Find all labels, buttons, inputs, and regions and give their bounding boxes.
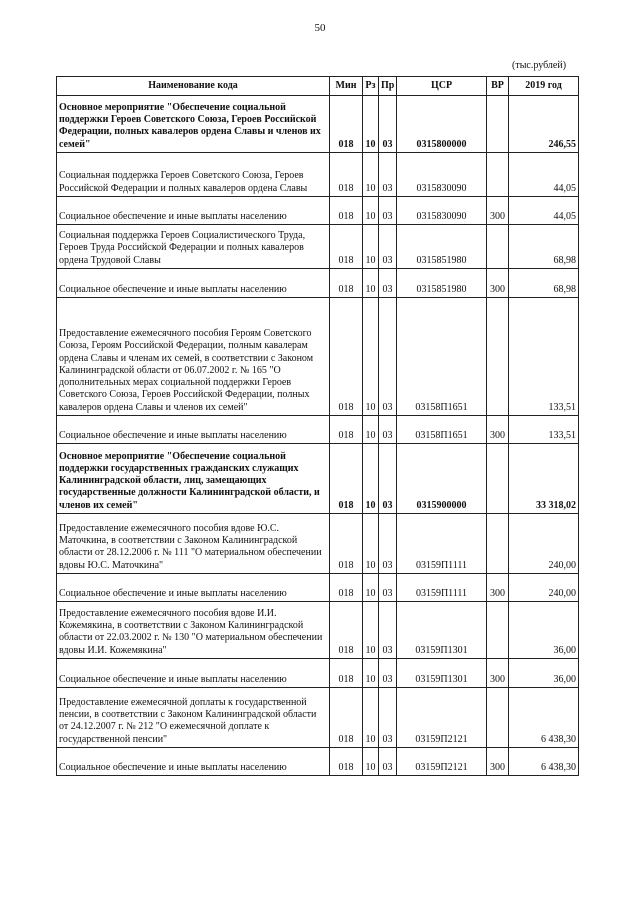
row-vr	[487, 602, 509, 659]
row-csr: 03159П1111	[397, 574, 487, 602]
table-row	[57, 688, 579, 748]
row-amount: 133,51	[509, 416, 579, 444]
row-pr: 03	[379, 444, 397, 514]
row-name: Социальная поддержка Героев Социалистического Труда, Героев Труда Российской Федерации и полных кавалеров ордена Трудовой Славы	[57, 225, 330, 269]
row-name: Предоставление ежемесячного пособия Героям Советского Союза, Героям Российской Федерации, полным кавалерам ордена Славы и членам их семей, в соответствии с Законом Калининградской области от 06.07.2002 г. № 165 "О дополнительных мерах социальной поддержки Героев Советского Союза, Героев Российской Федерации, полных кавалеров ордена Славы и членов их семей"	[57, 298, 330, 416]
page-number: 50	[314, 22, 326, 34]
row-rz: 10	[363, 444, 379, 514]
row-min: 018	[330, 197, 363, 225]
row-rz: 10	[363, 659, 379, 688]
row-amount: 133,51	[509, 298, 579, 416]
row-name: Социальное обеспечение и иные выплаты населению	[57, 574, 330, 602]
header-vr: ВР	[487, 77, 509, 96]
row-amount: 33 318,02	[509, 444, 579, 514]
row-rz: 10	[363, 153, 379, 197]
row-rz: 10	[363, 197, 379, 225]
table-row	[57, 225, 579, 269]
row-name: Основное мероприятие "Обеспечение социальной поддержки Героев Советского Союза, Героев Российской Федерации, полных кавалеров ордена Славы и членов их семей"	[57, 96, 330, 153]
table-row	[57, 514, 579, 574]
row-min: 018	[330, 574, 363, 602]
row-min: 018	[330, 416, 363, 444]
row-csr: 03158П1651	[397, 298, 487, 416]
row-pr: 03	[379, 197, 397, 225]
row-name: Предоставление ежемесячного пособия вдове Ю.С. Маточкина, в соответствии с Законом Калининградской области от 28.12.2006 г. № 111 "О материальном обеспечении вдовы Ю.С. Маточкина"	[57, 514, 330, 574]
row-csr: 03159П2121	[397, 748, 487, 776]
row-vr: 300	[487, 659, 509, 688]
row-vr	[487, 444, 509, 514]
row-pr: 03	[379, 153, 397, 197]
row-vr	[487, 688, 509, 748]
row-rz: 10	[363, 269, 379, 298]
row-pr: 03	[379, 659, 397, 688]
row-csr: 0315800000	[397, 96, 487, 153]
row-name: Социальное обеспечение и иные выплаты населению	[57, 416, 330, 444]
row-amount: 6 438,30	[509, 688, 579, 748]
row-vr	[487, 514, 509, 574]
row-min: 018	[330, 748, 363, 776]
row-vr: 300	[487, 416, 509, 444]
row-pr: 03	[379, 269, 397, 298]
table-row	[57, 298, 579, 416]
row-csr: 0315830090	[397, 197, 487, 225]
row-min: 018	[330, 269, 363, 298]
row-name: Предоставление ежемесячного пособия вдове И.И. Кожемякина, в соответствии с Законом Калининградской области от 22.03.2002 г. № 130 "О материальном обеспечении вдовы И.И. Кожемякина"	[57, 602, 330, 659]
row-pr: 03	[379, 514, 397, 574]
row-rz: 10	[363, 602, 379, 659]
table-row	[57, 659, 579, 688]
table-row	[57, 574, 579, 602]
header-pr: Пр	[379, 77, 397, 96]
row-rz: 10	[363, 514, 379, 574]
row-min: 018	[330, 514, 363, 574]
row-vr: 300	[487, 574, 509, 602]
row-pr: 03	[379, 416, 397, 444]
row-amount: 44,05	[509, 153, 579, 197]
row-amount: 6 438,30	[509, 748, 579, 776]
row-min: 018	[330, 298, 363, 416]
row-vr: 300	[487, 197, 509, 225]
row-pr: 03	[379, 96, 397, 153]
row-name: Социальное обеспечение и иные выплаты населению	[57, 269, 330, 298]
table-row	[57, 269, 579, 298]
row-name: Социальное обеспечение и иные выплаты населению	[57, 197, 330, 225]
row-csr: 03158П1651	[397, 416, 487, 444]
row-rz: 10	[363, 416, 379, 444]
table-header-row	[57, 77, 579, 96]
header-min: Мин	[330, 77, 363, 96]
budget-table	[56, 76, 579, 776]
row-csr: 0315830090	[397, 153, 487, 197]
units-label: (тыс.рублей)	[512, 60, 567, 71]
row-csr: 0315851980	[397, 269, 487, 298]
row-rz: 10	[363, 96, 379, 153]
row-min: 018	[330, 602, 363, 659]
row-min: 018	[330, 225, 363, 269]
row-amount: 240,00	[509, 514, 579, 574]
row-name: Социальное обеспечение и иные выплаты населению	[57, 659, 330, 688]
row-amount: 240,00	[509, 574, 579, 602]
table-row	[57, 153, 579, 197]
header-csr: ЦСР	[397, 77, 487, 96]
row-rz: 10	[363, 574, 379, 602]
table-row	[57, 197, 579, 225]
row-csr: 0315851980	[397, 225, 487, 269]
row-pr: 03	[379, 298, 397, 416]
row-pr: 03	[379, 602, 397, 659]
row-csr: 03159П1301	[397, 602, 487, 659]
table-row	[57, 96, 579, 153]
row-rz: 10	[363, 225, 379, 269]
row-amount: 36,00	[509, 659, 579, 688]
row-vr	[487, 298, 509, 416]
row-amount: 36,00	[509, 602, 579, 659]
row-vr: 300	[487, 748, 509, 776]
row-rz: 10	[363, 298, 379, 416]
row-amount: 246,55	[509, 96, 579, 153]
row-csr: 03159П1301	[397, 659, 487, 688]
header-rz: Рз	[363, 77, 379, 96]
table-row	[57, 416, 579, 444]
row-amount: 68,98	[509, 225, 579, 269]
row-name: Социальное обеспечение и иные выплаты населению	[57, 748, 330, 776]
table-row	[57, 444, 579, 514]
row-amount: 44,05	[509, 197, 579, 225]
row-vr: 300	[487, 269, 509, 298]
header-name: Наименование кода	[57, 77, 330, 96]
row-name: Предоставление ежемесячной доплаты к государственной пенсии, в соответствии с Законом Калининградской области от 24.12.2007 г. № 212 "О ежемесячной доплате к государственной пенсии"	[57, 688, 330, 748]
row-rz: 10	[363, 748, 379, 776]
row-min: 018	[330, 659, 363, 688]
row-csr: 03159П2121	[397, 688, 487, 748]
row-vr	[487, 225, 509, 269]
row-name: Социальная поддержка Героев Советского Союза, Героев Российской Федерации и полных кавалеров ордена Славы	[57, 153, 330, 197]
row-vr	[487, 96, 509, 153]
row-csr: 03159П1111	[397, 514, 487, 574]
table-row	[57, 748, 579, 776]
row-pr: 03	[379, 574, 397, 602]
row-min: 018	[330, 444, 363, 514]
row-rz: 10	[363, 688, 379, 748]
row-min: 018	[330, 688, 363, 748]
row-csr: 0315900000	[397, 444, 487, 514]
row-min: 018	[330, 153, 363, 197]
row-min: 018	[330, 96, 363, 153]
row-pr: 03	[379, 225, 397, 269]
row-pr: 03	[379, 748, 397, 776]
row-vr	[487, 153, 509, 197]
header-year: 2019 год	[509, 77, 579, 96]
row-amount: 68,98	[509, 269, 579, 298]
row-name: Основное мероприятие "Обеспечение социальной поддержки государственных гражданских служащих Калининградской области, лиц, замещающих государственные должности Калининградской области, и членов их семей"	[57, 444, 330, 514]
table-row	[57, 602, 579, 659]
row-pr: 03	[379, 688, 397, 748]
